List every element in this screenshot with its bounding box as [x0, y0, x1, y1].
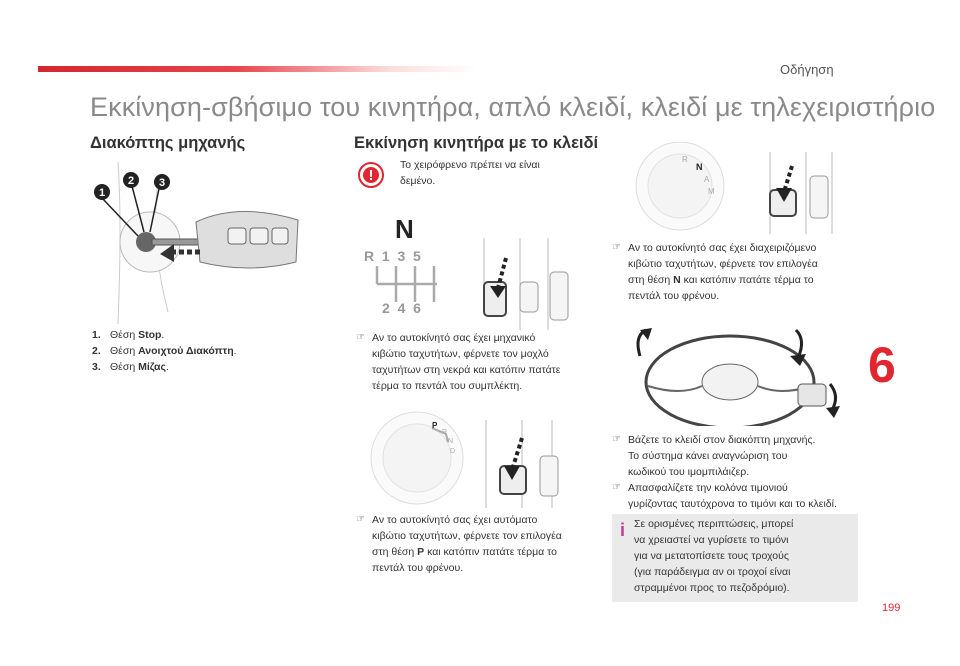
section-label: Οδήγηση	[780, 62, 834, 77]
gear-bottom-row: 2 4 6	[382, 300, 421, 316]
heading-engine-start: Εκκίνηση κινητήρα με το κλειδί	[354, 134, 599, 152]
automatic-gearbox-instruction	[356, 512, 600, 576]
info-text: Σε ορισμένες περιπτώσεις, μπορεί να χρειαστεί να γυρίσετε το τιμόνι για να μετατοπίσετε τους τροχούς (για παράδειγμα αν οι τροχοί είναι στραμμένοι προς το πεζοδρόμιο).	[634, 518, 794, 594]
bullet-item: ☞ Αν το αυτοκίνητό σας έχει μηχανικό κιβώτιο ταχυτήτων, φέρνετε τον μοχλό ταχυτήτων στη νεκρά και κατόπιν πατάτε τέρμα το πεντάλ του συμπλέκτη.	[356, 330, 596, 394]
svg-text:P: P	[432, 421, 438, 430]
svg-text:R: R	[682, 155, 688, 164]
svg-text:N: N	[696, 162, 703, 172]
heading-ignition-switch: Διακόπτης μηχανής	[90, 134, 246, 152]
key-insert-instructions	[612, 432, 860, 512]
info-icon: i	[620, 520, 626, 540]
list-item: 2. Θέση Ανοιχτού Διακόπτη.	[92, 345, 237, 357]
svg-text:N: N	[448, 438, 454, 445]
manual-gearbox-instruction	[356, 330, 596, 394]
bullet-item: ☞ Απασφαλίζετε την κολόνα τιμονιού γυρίζοντας ταυτόχρονα το τιμόνι και το κλειδί.	[612, 480, 860, 512]
bullet-item: ☞ Αν το αυτοκίνητό σας έχει αυτόματο κιβώτιο ταχυτήτων, φέρνετε τον επιλογέα στη θέση P και κατόπιν πατάτε τέρμα το πεντάλ του φρένου.	[356, 512, 600, 576]
clutch-pedal-illustration	[470, 238, 580, 330]
warning-text-line: δεμένο.	[400, 175, 436, 187]
info-box	[612, 514, 858, 602]
list-item: 1. Θέση Stop.	[92, 329, 165, 341]
warning-text-line: Το χειρόφρενο πρέπει να είναι	[400, 159, 540, 171]
page-number: 199	[882, 602, 901, 614]
chapter-number: 6	[868, 337, 896, 393]
piloted-gearbox-instruction	[612, 240, 860, 304]
callout-1: 1	[98, 187, 106, 199]
page-title: Εκκίνηση-σβήσιμο του κινητήρα, απλό κλειδί, κλειδί με τηλεχειριστήριο	[90, 92, 936, 122]
manual-gear-pattern	[362, 214, 462, 324]
list-item: 3. Θέση Μίζας.	[92, 361, 169, 373]
gear-shift-lines	[372, 266, 442, 302]
steering-wheel-illustration	[630, 326, 854, 426]
ignition-positions-list	[92, 327, 237, 375]
callout-2: 2	[127, 175, 135, 187]
bullet-item: ☞ Αν το αυτοκίνητό σας έχει διαχειριζόμενο κιβώτιο ταχυτήτων, φέρνετε τον επιλογέα στη θέση N και κατόπιν πατάτε τέρμα το πεντάλ του φρένου.	[612, 240, 860, 304]
svg-text:M: M	[708, 187, 715, 196]
header-accent-bar	[38, 66, 478, 72]
gear-top-row: R 1 3 5	[364, 248, 421, 264]
svg-text:A: A	[704, 175, 710, 184]
callout-3: 3	[158, 177, 166, 189]
piloted-selector-illustration	[620, 142, 850, 234]
gear-neutral-label: N	[395, 214, 414, 244]
svg-text:R: R	[442, 429, 448, 436]
bullet-item: ☞ Βάζετε το κλειδί στον διακόπτη μηχανής. Το σύστημα κάνει αναγνώριση του κωδικού του ιμομπιλάιζερ.	[612, 432, 860, 480]
svg-text:D: D	[450, 448, 456, 455]
ignition-key-illustration	[88, 162, 310, 324]
automatic-selector-illustration	[362, 408, 582, 508]
warning-icon	[358, 162, 384, 188]
